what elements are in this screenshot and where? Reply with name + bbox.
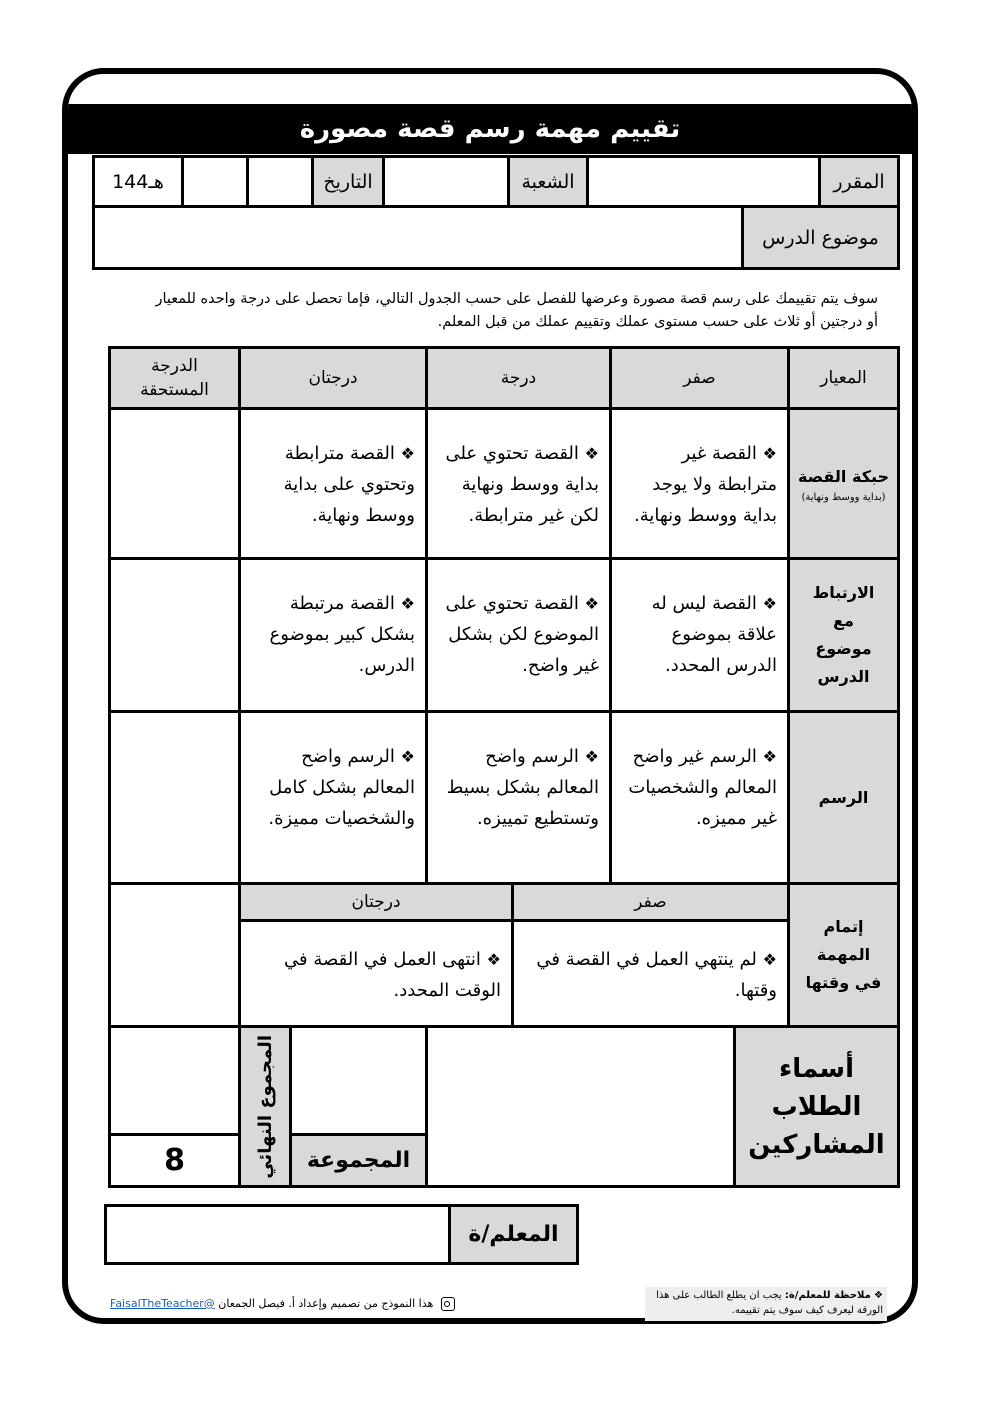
- completion-zero-header: صفر: [511, 882, 790, 922]
- rubric-cell: ❖ الرسم واضح المعالم بشكل بسيط وتستطيع تمييزه.: [425, 710, 612, 885]
- rubric-cell: ❖ الرسم واضح المعالم بشكل كامل والشخصيات مميزة.: [238, 710, 428, 885]
- date-year-field[interactable]: 144هـ: [92, 155, 184, 208]
- date-month-field[interactable]: [181, 155, 249, 208]
- rubric-cell: ❖ القصة مترابطة وتحتوي على بداية ووسط ونهاية.: [238, 407, 428, 560]
- topic-label: موضوع الدرس: [741, 205, 900, 270]
- teacher-name-field[interactable]: [104, 1204, 451, 1265]
- rubric-cell: ❖ القصة تحتوي على الموضوع لكن بشكل غير واضح.: [425, 557, 612, 713]
- header-zero: صفر: [609, 346, 790, 410]
- header-earned: الدرجة المستحقة: [108, 346, 241, 410]
- rubric-cell: ❖ الرسم غير واضح المعالم والشخصيات غير مميزه.: [609, 710, 790, 885]
- topic-field[interactable]: [92, 205, 744, 270]
- teacher-label: المعلم/ة: [448, 1204, 579, 1265]
- criterion-drawing: الرسم: [787, 710, 900, 885]
- criterion-plot: حبكة القصة (بداية ووسط ونهاية): [787, 407, 900, 560]
- rubric-cell: ❖ القصة ليس له علاقة بموضوع الدرس المحدد.: [609, 557, 790, 713]
- teacher-note: ❖ ملاحظة للمعلم/ة: يجب ان يطلع الطالب على هذا الورقة ليعرف كيف سوف يتم تقييمه.: [645, 1287, 887, 1321]
- rubric-cell: ❖ القصة غير مترابطة ولا يوجد بداية ووسط ونهاية.: [609, 407, 790, 560]
- final-total-label: المجموع النهائي: [238, 1025, 292, 1188]
- instagram-icon: [441, 1297, 455, 1311]
- date-day-field[interactable]: [246, 155, 314, 208]
- criterion-completion: إتمام المهمة في وقتها: [787, 882, 900, 1028]
- date-label: التاريخ: [311, 155, 385, 208]
- social-handle-link[interactable]: @FaisalTheTeacher: [110, 1297, 215, 1310]
- group-field[interactable]: [289, 1025, 428, 1136]
- header-one: درجة: [425, 346, 612, 410]
- rubric-cell: ❖ القصة تحتوي على بداية ووسط ونهاية لكن غير مترابطة.: [425, 407, 612, 560]
- score-field[interactable]: [108, 407, 241, 560]
- score-field[interactable]: [108, 710, 241, 885]
- group-label: المجموعة: [289, 1133, 428, 1188]
- students-label: أسماء الطلاب المشاركين: [733, 1025, 900, 1188]
- course-field[interactable]: [586, 155, 821, 208]
- rubric-cell: ❖ انتهى العمل في القصة في الوقت المحدد.: [238, 919, 514, 1028]
- final-score-field[interactable]: [108, 1025, 241, 1136]
- criterion-topic: الارتباط مع موضوع الدرس: [787, 557, 900, 713]
- rubric-cell: ❖ القصة مرتبطة بشكل كبير بموضوع الدرس.: [238, 557, 428, 713]
- completion-two-header: درجتان: [238, 882, 514, 922]
- students-names-field[interactable]: [425, 1025, 736, 1188]
- section-field[interactable]: [382, 155, 510, 208]
- score-field[interactable]: [108, 557, 241, 713]
- section-label: الشعبة: [507, 155, 589, 208]
- rubric-cell: ❖ لم ينتهي العمل في القصة في وقتها.: [511, 919, 790, 1028]
- intro-text: سوف يتم تقييمك على رسم قصة مصورة وعرضها للفصل على حسب الجدول التالي، فإما تحصل على درجة واحده للمعيار أو درجتين أو ثلاث على حسب مستوى عملك وتقييم عملك من قبل المعلم.: [155, 291, 878, 330]
- header-two: درجتان: [238, 346, 428, 410]
- course-label: المقرر: [818, 155, 900, 208]
- total-value: 8: [108, 1133, 241, 1188]
- page-title: تقييم مهمة رسم قصة مصورة: [68, 104, 912, 154]
- credit-line: هذا النموذج من تصميم وإعداد أ. فيصل الجمعان @FaisalTheTeacher: [110, 1297, 455, 1311]
- score-field[interactable]: [108, 882, 241, 1028]
- header-criterion: المعيار: [787, 346, 900, 410]
